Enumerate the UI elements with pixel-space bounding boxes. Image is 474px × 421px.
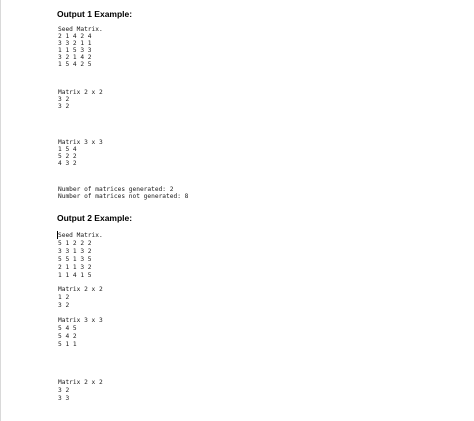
output-2-seed-row: 5 5 1 3 5 (58, 256, 92, 263)
output-1-seed-row: 3 3 2 1 1 (58, 40, 92, 47)
output-2-matrix-3x3-row: 5 4 5 (58, 325, 77, 332)
output-2-matrix-2x2-second-row: 3 2 (58, 387, 70, 394)
output-2-matrix-3x3-row: 5 4 2 (58, 333, 77, 340)
output-1-matrix-3x3-title: Matrix 3 x 3 (58, 139, 103, 146)
output-2-matrix-2x2-title: Matrix 2 x 2 (58, 286, 103, 293)
output-1-matrix-2x2-row: 3 2 (58, 103, 70, 110)
output-2-matrix-3x3-row: 5 1 1 (58, 341, 77, 348)
output-1-matrix-3x3-row: 5 2 2 (58, 153, 77, 160)
output-2-seed-row: 3 3 1 3 2 (58, 248, 92, 255)
output-1-not-generated-count: Number of matrices not generated: 8 (58, 193, 189, 200)
output-1-seed-row: 3 2 1 4 2 (58, 54, 92, 61)
output-2-seed-row: 2 1 1 3 2 (58, 264, 92, 271)
page-left-border (0, 0, 1, 421)
output-1-seed-row: 1 1 5 3 3 (58, 47, 92, 54)
output-1-matrix-3x3-row: 1 5 4 (58, 146, 77, 153)
output-2-seed-row: 1 1 4 1 5 (58, 272, 92, 279)
output-2-heading: Output 2 Example: (57, 213, 133, 223)
output-2-matrix-2x2-row: 1 2 (58, 294, 70, 301)
output-1-seed-row: 1 5 4 2 5 (58, 61, 92, 68)
output-2-seed-title: Seed Matrix. (58, 232, 103, 239)
output-2-matrix-2x2-second-title: Matrix 2 x 2 (58, 379, 103, 386)
output-1-seed-title: Seed Matrix. (58, 26, 103, 33)
output-2-matrix-2x2-row: 3 2 (58, 302, 70, 309)
output-1-generated-count: Number of matrices generated: 2 (58, 186, 174, 193)
output-1-heading: Output 1 Example: (57, 9, 133, 19)
output-2-matrix-3x3-title: Matrix 3 x 3 (58, 317, 103, 324)
output-2-seed-row: 5 1 2 2 2 (58, 240, 92, 247)
output-1-matrix-2x2-title: Matrix 2 x 2 (58, 89, 103, 96)
output-1-matrix-3x3-row: 4 3 2 (58, 160, 77, 167)
output-1-seed-row: 2 1 4 2 4 (58, 33, 92, 40)
output-1-matrix-2x2-row: 3 2 (58, 96, 70, 103)
output-2-matrix-2x2-second-row: 3 3 (58, 395, 70, 402)
